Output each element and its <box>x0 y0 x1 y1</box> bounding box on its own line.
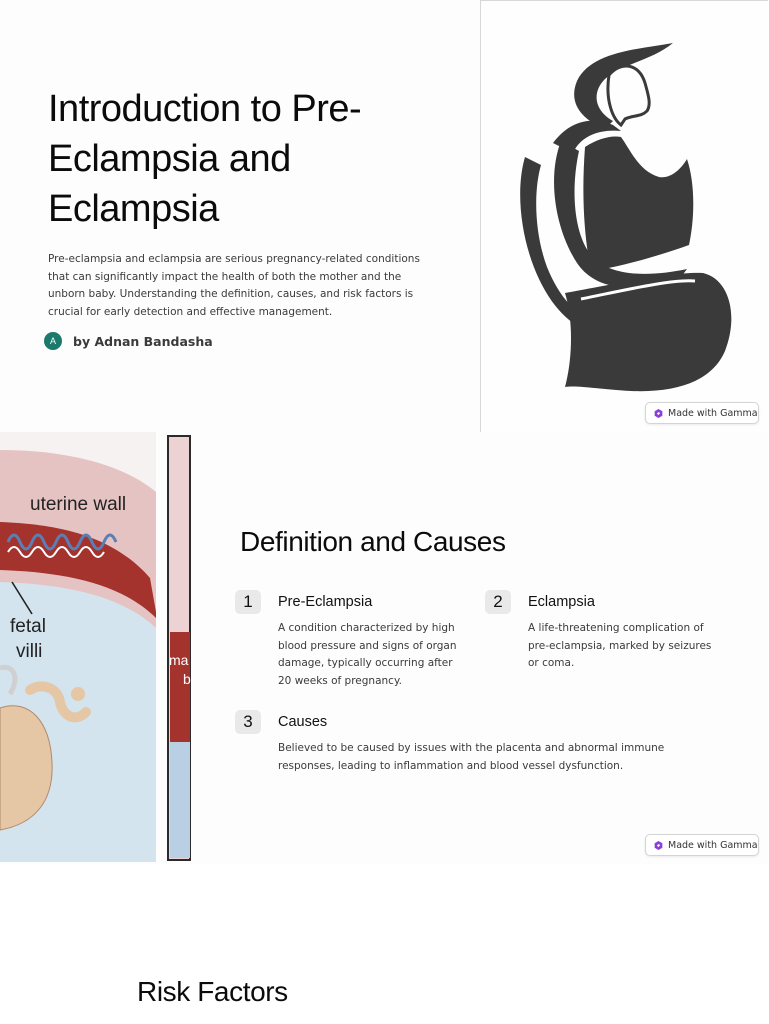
item-title: Eclampsia <box>528 594 595 610</box>
badge-label: Made with Gamma <box>668 407 758 419</box>
gamma-logo-icon <box>654 409 663 418</box>
slide-title: Definition and Causes <box>240 526 506 557</box>
pregnant-woman-silhouette-icon <box>480 0 768 432</box>
slide-title: Introduction to Pre-Eclampsia and Eclampsia <box>48 88 362 230</box>
slide-definition-causes <box>0 432 768 864</box>
cut-label-ma: ma <box>169 652 189 668</box>
list-item-pre-eclampsia <box>235 590 465 700</box>
made-with-gamma-badge[interactable] <box>645 402 759 424</box>
badge-label: Made with Gamma <box>668 839 758 851</box>
gamma-logo-icon <box>654 841 663 850</box>
fetal-label: fetal <box>10 616 46 637</box>
item-title: Causes <box>278 714 328 730</box>
item-title: Pre-Eclampsia <box>278 594 373 610</box>
slide-description: Pre-eclampsia and eclampsia are serious pregnancy-related conditions that can significantly impact the health of both the mother and the unborn baby. Understanding the definition, causes, and risk factors is crucial for early detection and effective management. <box>48 253 420 318</box>
slide-introduction <box>0 0 768 432</box>
list-item-eclampsia <box>485 590 725 680</box>
cut-label-b: b <box>183 671 191 687</box>
item-description: A condition characterized by high blood pressure and signs of organ damage, typically occurring after 20 weeks of pregnancy. <box>278 622 457 687</box>
author-byline <box>44 332 213 350</box>
placenta-diagram-icon <box>0 432 192 864</box>
author-name: by Adnan Bandasha <box>73 333 213 349</box>
slide-risk-factors <box>0 864 768 1024</box>
list-item-causes <box>235 710 715 780</box>
item-number: 3 <box>235 710 261 734</box>
item-description: A life-threatening complication of pre-eclampsia, marked by seizures or coma. <box>528 622 712 669</box>
avatar: A <box>44 332 62 350</box>
item-description: Believed to be caused by issues with the placenta and abnormal immune responses, leading to inflammation and blood vessel dysfunction. <box>278 742 665 772</box>
slide-title: Risk Factors <box>137 976 288 1007</box>
uterine-wall-label: uterine wall <box>30 494 127 515</box>
made-with-gamma-badge[interactable] <box>645 834 759 856</box>
item-number: 2 <box>485 590 511 614</box>
item-number: 1 <box>235 590 261 614</box>
villi-label: villi <box>16 641 43 662</box>
